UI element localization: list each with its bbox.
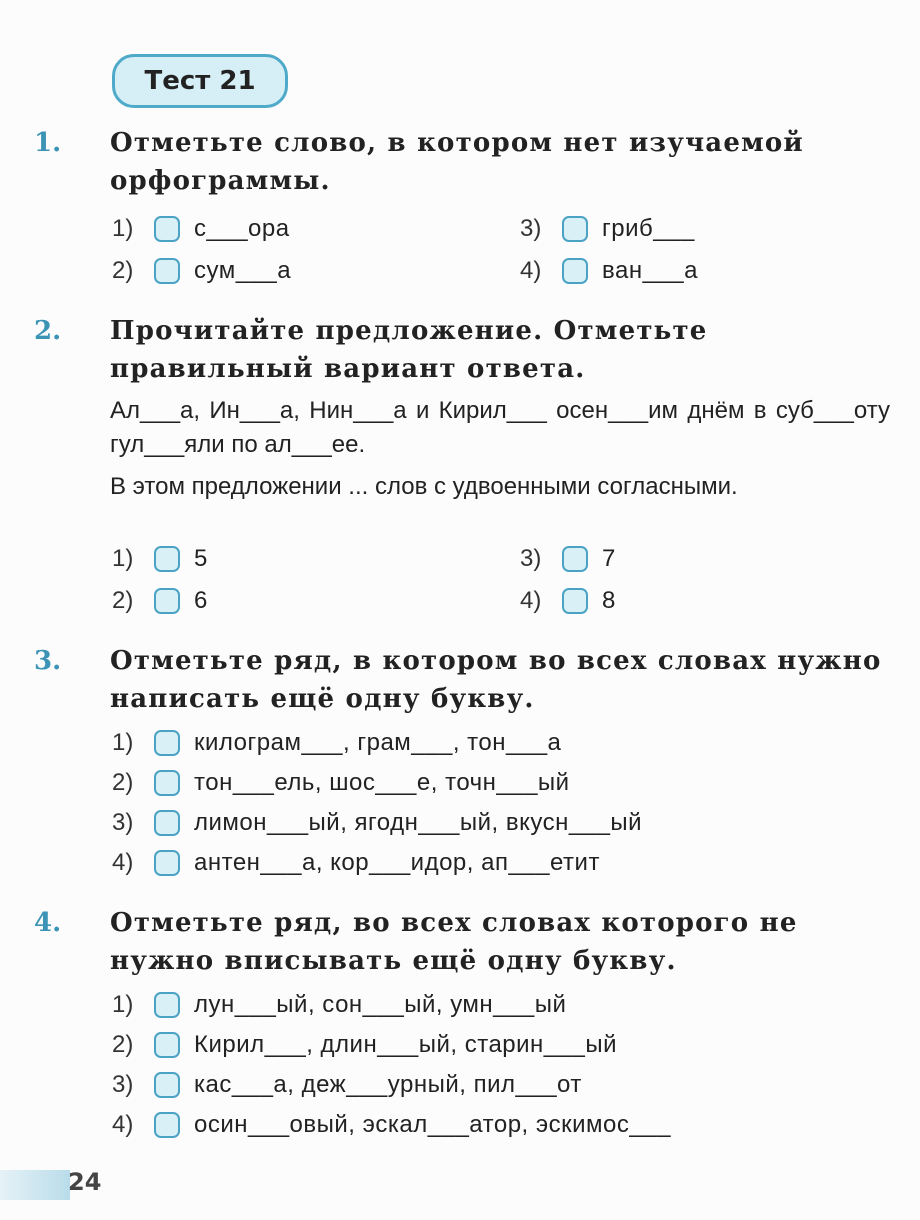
- q4-option-3[interactable]: [112, 1066, 582, 1104]
- option-text: сум___а: [194, 257, 292, 284]
- answer-checkbox[interactable]: [154, 546, 180, 572]
- option-number: 1): [112, 991, 134, 1018]
- answer-checkbox[interactable]: [154, 810, 180, 836]
- q2-option-2[interactable]: [112, 582, 208, 620]
- answer-checkbox[interactable]: [154, 588, 180, 614]
- test-title: Тест 21: [144, 66, 256, 96]
- answer-checkbox[interactable]: [154, 1112, 180, 1138]
- q4-option-1[interactable]: [112, 986, 566, 1024]
- q1-option-2[interactable]: [112, 252, 291, 290]
- answer-checkbox[interactable]: [154, 1072, 180, 1098]
- option-text: 7: [602, 545, 616, 572]
- q3-option-2[interactable]: [112, 764, 570, 802]
- option-text: лун___ый, сон___ый, умн___ый: [194, 991, 567, 1018]
- q1-option-1[interactable]: [112, 210, 290, 248]
- q3-option-3[interactable]: [112, 804, 642, 842]
- q1-option-4[interactable]: [520, 252, 698, 290]
- question-text: Прочитайте предложение. Отметьте правильный вариант ответа.: [110, 316, 708, 384]
- answer-checkbox[interactable]: [562, 588, 588, 614]
- option-text: с___ора: [194, 215, 290, 242]
- option-number: 3): [520, 215, 542, 242]
- answer-checkbox[interactable]: [154, 730, 180, 756]
- question-1-heading: [34, 124, 892, 200]
- option-number: 4): [520, 587, 542, 614]
- option-text: тон___ель, шос___е, точн___ый: [194, 769, 570, 796]
- question-number: 2.: [34, 316, 62, 346]
- question-2-heading: [34, 312, 892, 388]
- answer-checkbox[interactable]: [562, 546, 588, 572]
- answer-checkbox[interactable]: [154, 850, 180, 876]
- option-text: ван___а: [602, 257, 698, 284]
- question-number: 3.: [34, 646, 62, 676]
- option-text: осин___овый, эскал___атор, эскимос___: [194, 1111, 671, 1138]
- option-text: антен___а, кор___идор, ап___етит: [194, 849, 600, 876]
- option-text: килограм___, грам___, тон___а: [194, 729, 562, 756]
- question-number: 4.: [34, 908, 62, 938]
- question-4-heading: [34, 904, 892, 980]
- question-text: Отметьте слово, в котором нет изучаемой орфограммы.: [110, 128, 804, 196]
- option-number: 1): [112, 215, 134, 242]
- footer-accent-bar: [0, 1170, 70, 1200]
- option-number: 3): [112, 1071, 134, 1098]
- test-title-badge: [112, 54, 288, 108]
- q4-option-4[interactable]: [112, 1106, 671, 1144]
- option-text: 6: [194, 587, 208, 614]
- answer-checkbox[interactable]: [154, 992, 180, 1018]
- q3-option-4[interactable]: [112, 844, 600, 882]
- option-text: Кирил___, длин___ый, старин___ый: [194, 1031, 618, 1058]
- option-text: лимон___ый, ягодн___ый, вкусн___ый: [194, 809, 643, 836]
- question-text: Отметьте ряд, во всех словах которого не нужно вписывать ещё одну букву.: [110, 908, 798, 976]
- question-text: Отметьте ряд, в котором во всех словах нужно написать ещё одну букву.: [110, 646, 882, 714]
- option-text: 5: [194, 545, 208, 572]
- answer-checkbox[interactable]: [562, 258, 588, 284]
- option-number: 1): [112, 545, 134, 572]
- option-number: 2): [112, 1031, 134, 1058]
- option-number: 3): [112, 809, 134, 836]
- option-number: 2): [112, 587, 134, 614]
- answer-checkbox[interactable]: [154, 1032, 180, 1058]
- question-number: 1.: [34, 128, 62, 158]
- q3-option-1[interactable]: [112, 724, 561, 762]
- option-number: 2): [112, 769, 134, 796]
- option-number: 4): [112, 1111, 134, 1138]
- option-number: 4): [112, 849, 134, 876]
- answer-checkbox[interactable]: [562, 216, 588, 242]
- answer-checkbox[interactable]: [154, 770, 180, 796]
- option-number: 1): [112, 729, 134, 756]
- option-number: 3): [520, 545, 542, 572]
- option-number: 4): [520, 257, 542, 284]
- q2-option-4[interactable]: [520, 582, 616, 620]
- q2-option-1[interactable]: [112, 540, 208, 578]
- q2-question: В этом предложении ... слов с удвоенными согласными.: [110, 473, 738, 500]
- option-text: 8: [602, 587, 616, 614]
- page-number: 24: [68, 1168, 102, 1196]
- answer-checkbox[interactable]: [154, 216, 180, 242]
- option-number: 2): [112, 257, 134, 284]
- question-3-heading: [34, 642, 892, 718]
- q4-option-2[interactable]: [112, 1026, 617, 1064]
- answer-checkbox[interactable]: [154, 258, 180, 284]
- q2-option-3[interactable]: [520, 540, 616, 578]
- option-text: гриб___: [602, 215, 695, 242]
- q2-sentence: Ал___а, Ин___а, Нин___а и Кирил___ осен___им днём в суб___оту гул___яли по ал___ее.: [110, 397, 890, 458]
- option-text: кас___а, деж___урный, пил___от: [194, 1071, 582, 1098]
- q1-option-3[interactable]: [520, 210, 695, 248]
